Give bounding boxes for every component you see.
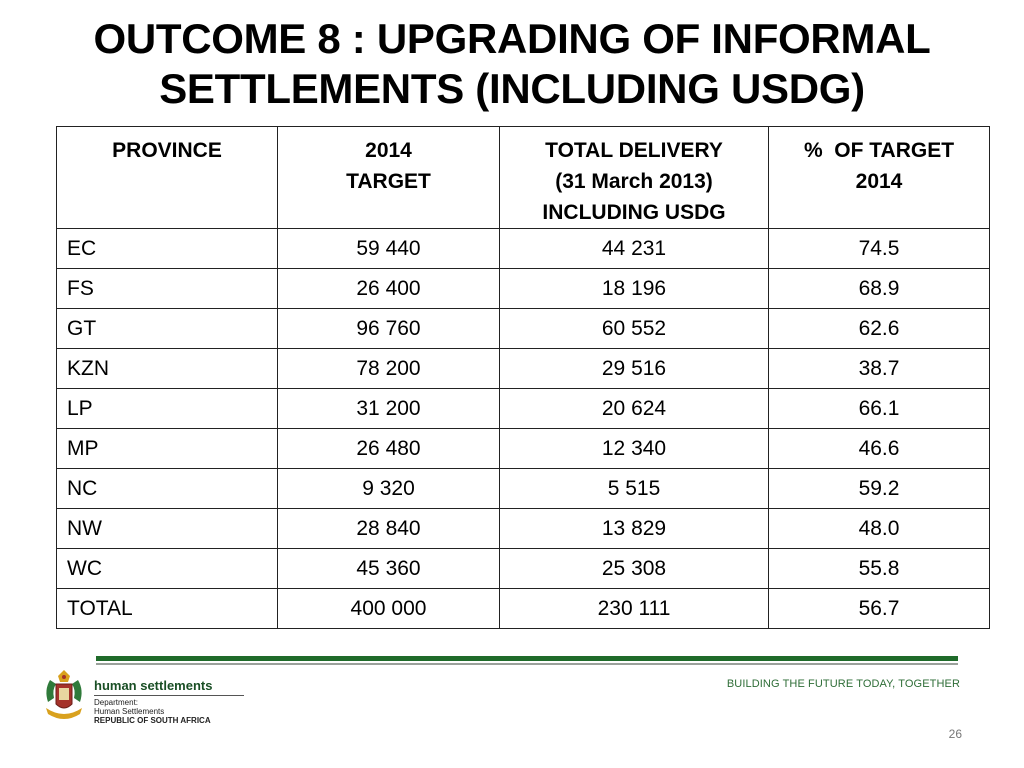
cell-target: 26 400 xyxy=(278,269,500,309)
cell-percent: 38.7 xyxy=(769,349,990,389)
table-row xyxy=(57,429,990,469)
table-row xyxy=(57,309,990,349)
delivery-table xyxy=(56,126,990,629)
cell-target: 9 320 xyxy=(278,469,500,509)
footer-tagline: BUILDING THE FUTURE TODAY, TOGETHER xyxy=(726,678,960,690)
table-row xyxy=(57,589,990,629)
header-percent: % OF TARGET 2014 xyxy=(769,127,990,229)
cell-target: 59 440 xyxy=(278,229,500,269)
page-number: 26 xyxy=(948,727,962,741)
table-row xyxy=(57,269,990,309)
cell-delivery: 25 308 xyxy=(500,549,769,589)
cell-province: WC xyxy=(57,549,278,589)
footer-green-rule xyxy=(96,656,958,661)
coat-of-arms-icon xyxy=(40,668,88,726)
cell-target: 31 200 xyxy=(278,389,500,429)
cell-target: 400 000 xyxy=(278,589,500,629)
title-line-1: OUTCOME 8 : UPGRADING OF INFORMAL xyxy=(93,15,931,62)
cell-delivery: 20 624 xyxy=(500,389,769,429)
cell-delivery: 13 829 xyxy=(500,509,769,549)
cell-delivery: 29 516 xyxy=(500,349,769,389)
brand-name: human settlements xyxy=(94,678,213,693)
slide-title xyxy=(0,14,1024,114)
cell-target: 78 200 xyxy=(278,349,500,389)
cell-province: FS xyxy=(57,269,278,309)
cell-province: LP xyxy=(57,389,278,429)
cell-percent: 74.5 xyxy=(769,229,990,269)
table-body xyxy=(57,229,990,629)
table-row xyxy=(57,349,990,389)
department-logo xyxy=(40,668,270,728)
table-row xyxy=(57,389,990,429)
cell-province: TOTAL xyxy=(57,589,278,629)
table-row xyxy=(57,469,990,509)
cell-delivery: 230 111 xyxy=(500,589,769,629)
cell-province: NC xyxy=(57,469,278,509)
table-row xyxy=(57,509,990,549)
cell-delivery: 60 552 xyxy=(500,309,769,349)
title-line-2: SETTLEMENTS (INCLUDING USDG) xyxy=(159,65,865,112)
cell-percent: 59.2 xyxy=(769,469,990,509)
cell-percent: 66.1 xyxy=(769,389,990,429)
cell-province: MP xyxy=(57,429,278,469)
footer-grey-rule xyxy=(96,663,958,665)
cell-delivery: 12 340 xyxy=(500,429,769,469)
header-delivery: TOTAL DELIVERY (31 March 2013) INCLUDING USDG xyxy=(500,127,769,229)
department-text: Department: Human Settlements REPUBLIC OF SOUTH AFRICA xyxy=(94,698,211,725)
cell-delivery: 5 515 xyxy=(500,469,769,509)
table-row xyxy=(57,549,990,589)
cell-percent: 62.6 xyxy=(769,309,990,349)
brand-divider xyxy=(94,695,244,696)
table-row xyxy=(57,229,990,269)
cell-target: 96 760 xyxy=(278,309,500,349)
cell-percent: 56.7 xyxy=(769,589,990,629)
cell-province: GT xyxy=(57,309,278,349)
cell-percent: 68.9 xyxy=(769,269,990,309)
cell-percent: 48.0 xyxy=(769,509,990,549)
cell-province: EC xyxy=(57,229,278,269)
table-header-row xyxy=(57,127,990,229)
cell-target: 26 480 xyxy=(278,429,500,469)
cell-delivery: 18 196 xyxy=(500,269,769,309)
header-target: 2014 TARGET xyxy=(278,127,500,229)
header-province: PROVINCE xyxy=(57,127,278,229)
cell-target: 28 840 xyxy=(278,509,500,549)
cell-province: KZN xyxy=(57,349,278,389)
cell-percent: 55.8 xyxy=(769,549,990,589)
cell-target: 45 360 xyxy=(278,549,500,589)
cell-province: NW xyxy=(57,509,278,549)
cell-percent: 46.6 xyxy=(769,429,990,469)
cell-delivery: 44 231 xyxy=(500,229,769,269)
